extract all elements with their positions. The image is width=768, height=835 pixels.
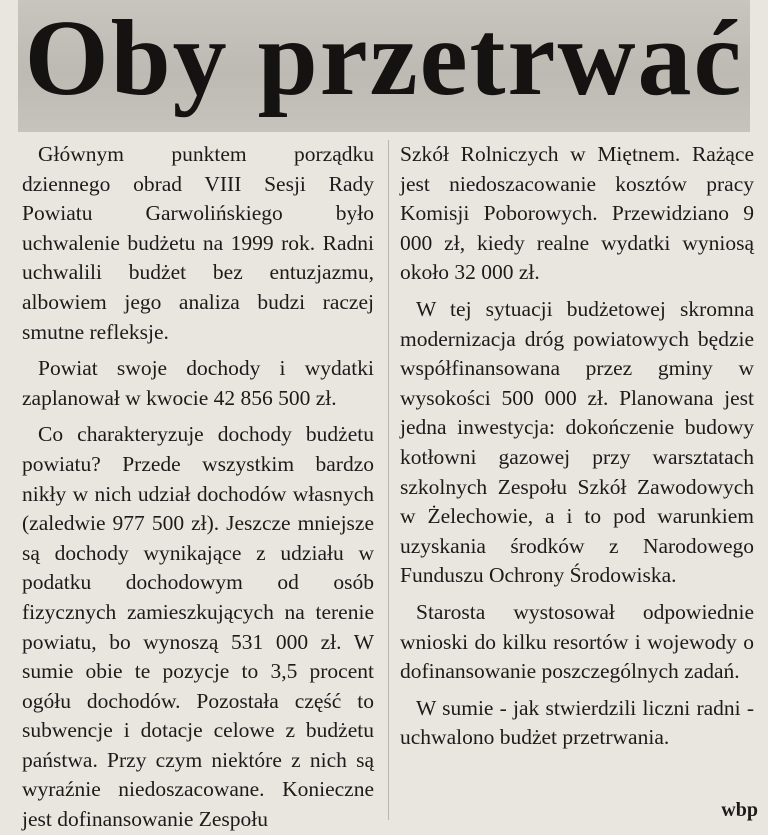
article-column-right <box>400 140 754 753</box>
paragraph: Starosta wystosował odpowiednie wnioski do kilku resortów i wojewody o dofinansowanie poszczególnych zadań. <box>400 599 754 684</box>
paragraph-continuation: Szkół Rolniczych w Miętnem. Rażące jest niedoszacowanie kosztów pracy Komisji Poborowych. Przewidziano 9 000 zł, kiedy realne wydatki wyniosą około 32 000 zł. <box>400 142 754 285</box>
author-signature: wbp <box>721 799 758 821</box>
article-headline: Oby przetrwać <box>24 0 744 118</box>
paragraph: Co charakteryzuje dochody budżetu powiatu? Przede wszystkim bardzo nikły w nich udział dochodów własnych (zaledwie 977 500 zł). Jeszcze mniejsze są dochody wynikające z udziału w podatku dochodowym od osób fizycznych zamieszkujących na terenie powiatu, bo wynoszą 531 000 zł. W sumie obie te pozycje to 3,5 procent ogółu dochodów. Pozostała część to subwencje i dotacje celowe z budżetu państwa. Przy czym niektóre z nich są wyraźnie niedoszacowane. Konieczne jest dofinansowanie Zespołu <box>22 422 374 832</box>
paragraph: Głównym punktem porządku dziennego obrad VIII Sesji Rady Powiatu Garwolińskiego było uchwalenie budżetu na 1999 rok. Radni uchwalili budżet bez entuzjazmu, albowiem jego analiza budzi raczej smutne refleksje. <box>22 142 374 344</box>
paragraph: W tej sytuacji budżetowej skromna modernizacja dróg powiatowych będzie współfinansowana przez gminy w wysokości 500 000 zł. Planowana jest jedna inwestycja: dokończenie budowy kotłowni gazowej przy warsztatach szkolnych Zespołu Szkół Zawodowych w Żelechowie, a i to pod warunkiem uzyskania środków z Narodowego Funduszu Ochrony Środowiska. <box>400 296 754 588</box>
column-divider <box>388 140 389 820</box>
paragraph: Powiat swoje dochody i wydatki zaplanował w kwocie 42 856 500 zł. <box>22 356 374 410</box>
article-column-left <box>22 140 374 835</box>
paragraph: W sumie - jak stwierdzili liczni radni - uchwalono budżet przetrwania. <box>400 695 754 750</box>
